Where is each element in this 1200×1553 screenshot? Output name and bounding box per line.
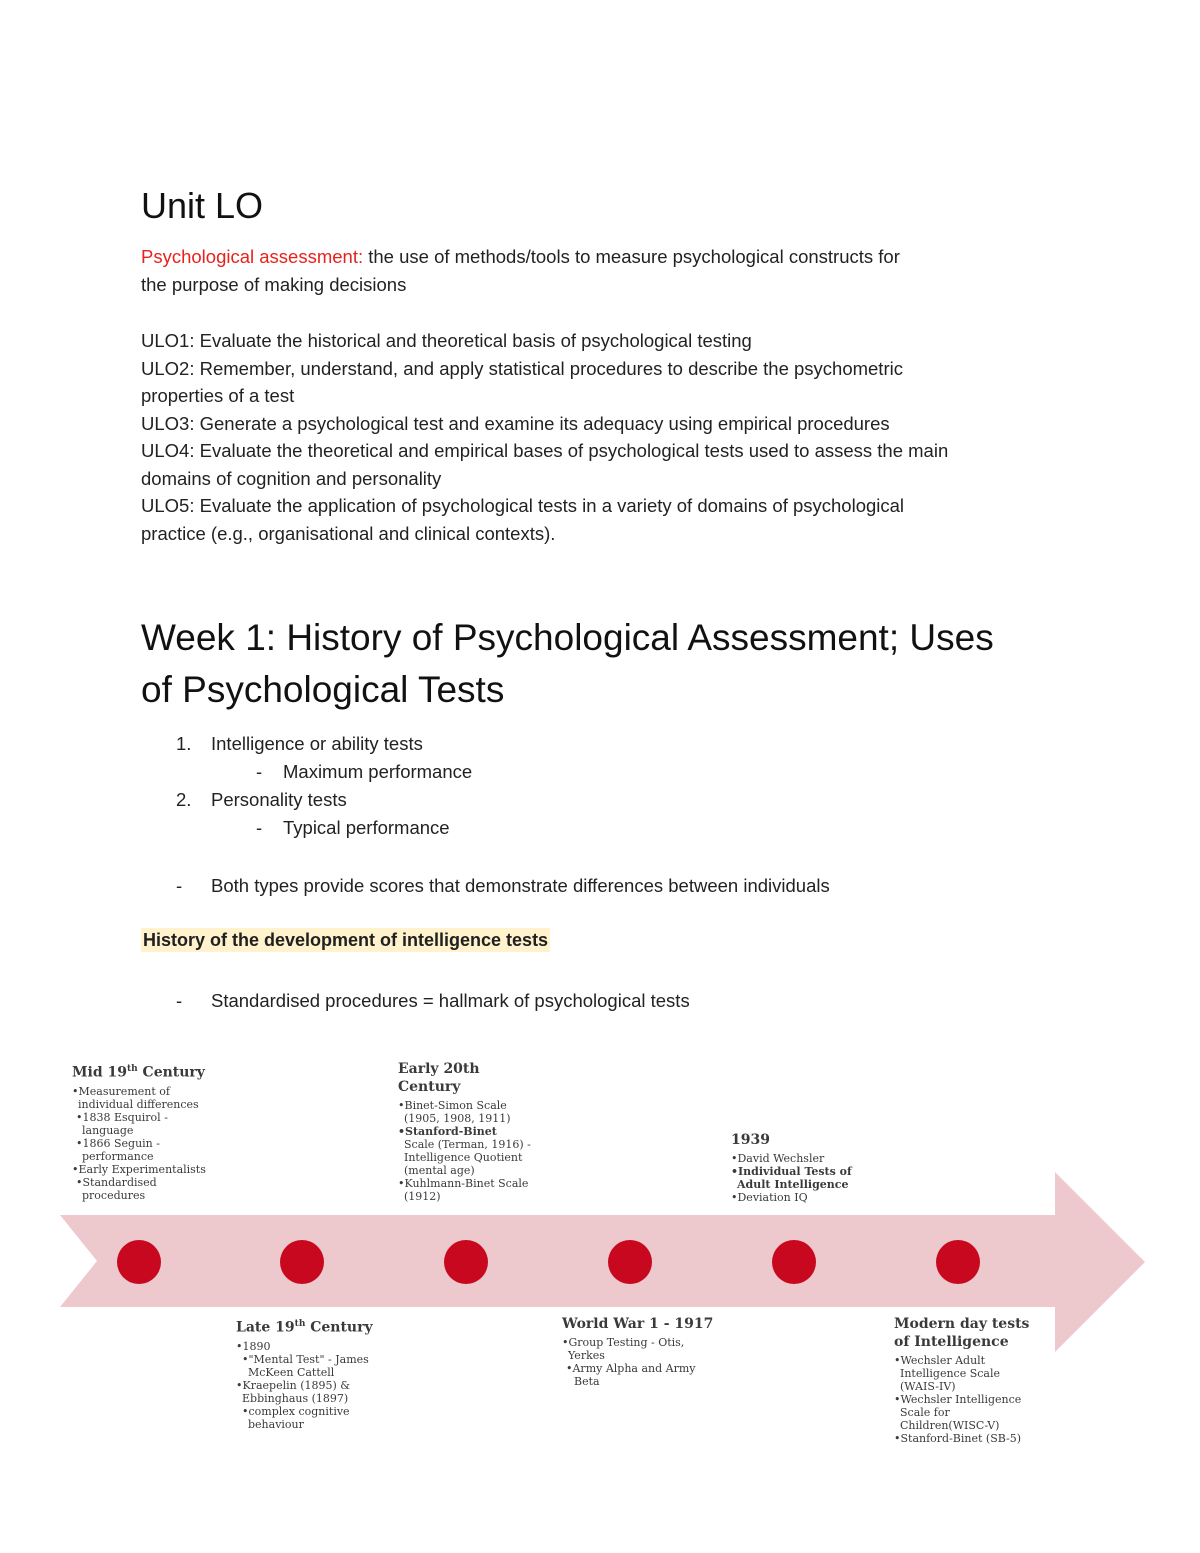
modern-item: Children(WISC-V) [900,1419,1000,1432]
timeline-dot [936,1240,980,1284]
early20-item: •Stanford-Binet [398,1125,497,1138]
ulo-item [141,355,1101,410]
ulo2-text-2: properties of a test [141,385,295,406]
late19-item: •1890 [236,1339,271,1353]
ulo-item [141,410,1101,438]
early20-item: (1905, 1908, 1911) [404,1112,511,1125]
ww1-title: World War 1 - 1917 [562,1316,714,1332]
early20-item: (mental age) [404,1164,475,1177]
timeline-early20 [398,1060,558,1203]
ulo-item [141,492,1101,547]
mid19-title: Mid 19th Century [72,1064,205,1081]
list-item-text: Personality tests [211,789,347,810]
history-heading [141,930,550,951]
ulo4-text: ULO4: Evaluate the theoretical and empirical bases of psychological tests used to assess the main [141,440,949,461]
list-number: 1. [176,733,192,754]
ulo2-text: ULO2: Remember, understand, and apply statistical procedures to describe the psychometric [141,357,903,379]
late19-items [236,1340,406,1431]
timeline-ww1 [562,1315,732,1388]
standardised-text: Standardised procedures = hallmark of psychological tests [211,990,690,1011]
modern-item: •Wechsler Adult [894,1354,986,1367]
late19-item: •Kraepelin (1895) & [236,1378,351,1392]
ww1-item: Beta [574,1375,600,1388]
late19-title: Late 19th Century [236,1319,373,1336]
ulo1-text: ULO1: Evaluate the historical and theoretical basis of psychological testing [141,330,752,351]
week1-heading [141,612,1141,716]
history-heading-text: History of the development of intelligence tests [143,930,549,950]
modern-item: (WAIS-IV) [900,1380,956,1393]
ulo5-text: ULO5: Evaluate the application of psychological tests in a variety of domains of psychological [141,495,905,516]
ww1-item: •Army Alpha and Army [566,1362,696,1375]
definition-term: Psychological assessment: [141,246,364,267]
ulo3-text: ULO3: Generate a psychological test and examine its adequacy using empirical procedures [141,412,890,434]
ulo-item [141,437,1101,492]
list-item-text: Intelligence or ability tests [211,733,423,754]
early20-item: •Binet-Simon Scale [398,1099,507,1112]
ulo4-text-2: domains of cognition and personality [141,467,442,489]
ulo5-text-2: practice (e.g., organisational and clinical contexts). [141,522,556,544]
modern-title: Modern day tests of Intelligence [894,1316,1030,1350]
modern-item: Intelligence Scale [900,1367,1000,1380]
modern-item: •Wechsler Intelligence [894,1393,1022,1406]
sub-dash: - [256,817,263,838]
timeline-dot [772,1240,816,1284]
mid19-items [72,1085,212,1202]
y1939-items [731,1152,901,1204]
definition-paragraph [141,243,1081,298]
definition-text: the use of methods/tools to measure psychological constructs for [363,246,900,267]
ulo-list [141,327,1101,547]
mid19-item: •1866 Seguin - [76,1136,160,1150]
timeline-modern [894,1315,1064,1445]
ww1-item: •Group Testing - Otis, [562,1336,685,1349]
y1939-item: •Deviation IQ [731,1191,808,1204]
timeline-dot [444,1240,488,1284]
early20-item: Scale (Terman, 1916) - [404,1138,531,1151]
early20-item: Intelligence Quotient [404,1151,523,1164]
late19-item: •complex cognitive [242,1404,350,1418]
early20-title: Early 20th Century [398,1061,480,1095]
timeline-1939 [731,1131,901,1204]
modern-item: •Stanford-Binet (SB-5) [894,1432,1022,1445]
note-dash: - [176,875,183,896]
timeline-dot [280,1240,324,1284]
late19-item: behaviour [248,1417,304,1431]
ww1-items [562,1336,732,1388]
list-number: 2. [176,789,192,810]
sub-dash: - [256,761,263,782]
week1-heading-line2: of Psychological Tests [141,669,505,710]
ulo-item [141,327,1101,355]
sub-item-text: Typical performance [283,817,450,838]
modern-items [894,1354,1064,1445]
early20-items [398,1099,558,1203]
early20-item: •Kuhlmann-Binet Scale [398,1177,529,1190]
mid19-item: •Standardised [76,1175,157,1189]
unit-lo-heading: Unit LO [141,185,264,226]
sub-item-text: Maximum performance [283,761,473,782]
early20-item: (1912) [404,1190,441,1203]
late19-item: McKeen Cattell [248,1365,335,1379]
timeline-late19 [236,1315,406,1431]
y1939-item: •Individual Tests of [731,1165,852,1178]
standardised-dash: - [176,990,183,1011]
definition-text-2: the purpose of making decisions [141,273,407,295]
mid19-item: •Early Experimentalists [72,1162,206,1176]
mid19-item: •1838 Esquirol - [76,1110,168,1124]
timeline-dot [117,1240,161,1284]
late19-item: •"Mental Test" - James [242,1352,369,1366]
note-text: Both types provide scores that demonstrate differences between individuals [211,875,830,896]
ww1-item: Yerkes [568,1349,605,1362]
mid19-item: procedures [82,1188,146,1202]
timeline-mid19 [72,1060,242,1202]
week1-heading-line1: Week 1: History of Psychological Assessment; Uses [141,617,994,658]
modern-item: Scale for [900,1406,950,1419]
mid19-item: individual differences [78,1097,199,1111]
y1939-item: Adult Intelligence [737,1178,849,1191]
mid19-item: performance [82,1149,154,1163]
late19-item: Ebbinghaus (1897) [242,1391,349,1405]
mid19-item: language [82,1123,134,1137]
timeline-dot [608,1240,652,1284]
y1939-title: 1939 [731,1132,770,1148]
y1939-item: •David Wechsler [731,1152,825,1165]
mid19-item: •Measurement of [72,1084,170,1098]
